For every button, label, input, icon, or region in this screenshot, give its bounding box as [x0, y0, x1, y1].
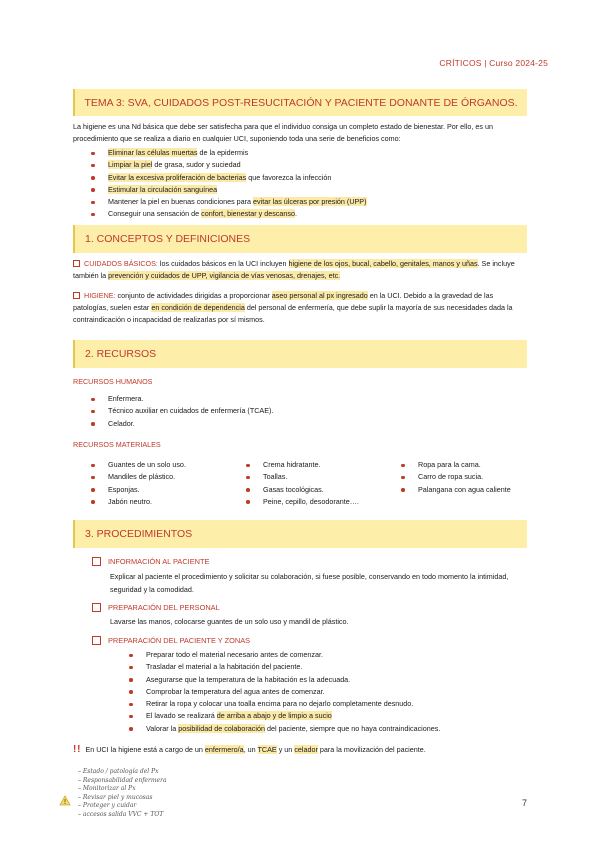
checkbox-icon	[73, 260, 80, 267]
info-paciente-text: Explicar al paciente el procedimiento y solicitar su colaboración, si fuese posible, conservando en todo momento la intimidad, seguridad y la comodidad.	[110, 572, 509, 594]
page-title: TEMA 3: SVA, CUIDADOS POST-RESUCITACIÓN Y PACIENTE DONANTE DE ÓRGANOS.	[73, 89, 527, 116]
list-item: Mantener la piel en buenas condiciones para evitar las úlceras por presión (UPP)	[90, 196, 367, 208]
handnote-line: – Revisar piel y mucosas	[78, 793, 153, 801]
list-item: Estimular la circulación sanguínea	[90, 184, 367, 196]
handnote-line: – Monitorizar al Px	[78, 785, 136, 793]
list-item: Limpiar la piel de grasa, sudor y suciedad	[90, 159, 367, 171]
page-number: 7	[521, 798, 527, 808]
list-item: Palangana con agua caliente	[400, 484, 511, 496]
info-paciente-heading: INFORMACIÓN AL PACIENTE	[92, 557, 209, 566]
handwritten-notes	[78, 768, 167, 820]
list-item: Asegurarse que la temperatura de la habitación es la adecuada.	[128, 674, 440, 686]
materiales-col-1	[90, 459, 186, 508]
handnote-line: – Responsabilidad enfermera	[78, 776, 167, 784]
preparacion-zonas-heading: PREPARACIÓN DEL PACIENTE Y ZONAS	[92, 636, 250, 645]
section-heading-procedimientos: 3. PROCEDIMIENTOS	[73, 520, 527, 548]
list-item: Trasladar el material a la habitación del paciente.	[128, 661, 440, 673]
list-item: Técnico auxiliar en cuidados de enfermería (TCAE).	[90, 405, 273, 417]
list-item: Comprobar la temperatura del agua antes de comenzar.	[128, 686, 440, 698]
zonas-list	[128, 649, 440, 735]
higiene-definition: HIGIENE: conjunto de actividades dirigidas a proporcionar aseo personal al px ingresado en la UCI. Debido a la gravedad de las patologías, suelen estar en condición de dependencia del personal de enfermería, que debe suplir la mayoría de sus necesidades dada la contraindicación o incapacidad de realizarlas por sí mismos.	[73, 291, 513, 324]
list-item: Ropa para la cama.	[400, 459, 511, 471]
list-item: El lavado se realizará de arriba a abajo y de limpio a sucio	[128, 710, 440, 722]
cuidados-basicos-definition: CUIDADOS BÁSICOS: los cuidados básicos en la UCI incluyen higiene de los ojos, bucal, cabello, genitales, manos y uñas. Se incluye también la prevención y cuidados de UPP, vigilancia de vías venosas, drenajes, etc.	[73, 259, 515, 280]
course-header: CRÍTICOS | Curso 2024-25	[439, 58, 548, 68]
list-item: Crema hidratante.	[245, 459, 359, 471]
preparacion-personal-heading: PREPARACIÓN DEL PERSONAL	[92, 603, 220, 612]
list-item: Conseguir una sensación de confort, bienestar y descanso.	[90, 208, 367, 220]
warning-triangle-icon	[59, 795, 71, 806]
list-item: Guantes de un solo uso.	[90, 459, 186, 471]
list-item: Valorar la posibilidad de colaboración del paciente, siempre que no haya contraindicaciones.	[128, 723, 440, 735]
list-item: Carro de ropa sucia.	[400, 471, 511, 483]
checkbox-icon	[92, 603, 101, 612]
list-item: Celador.	[90, 418, 273, 430]
checkbox-icon	[92, 636, 101, 645]
preparacion-personal-text: Lavarse las manos, colocarse guantes de un solo uso y mandil de plástico.	[110, 617, 349, 626]
recursos-humanos-list	[90, 393, 273, 430]
handnote-line: – Estado / patología del Px	[78, 768, 159, 775]
checkbox-icon	[73, 292, 80, 299]
recursos-humanos-label: RECURSOS HUMANOS	[73, 377, 153, 386]
list-item: Retirar la ropa y colocar una toalla encima para no dejarlo completamente desnudo.	[128, 698, 440, 710]
list-item: Evitar la excesiva proliferación de bacterias que favorezca la infección	[90, 172, 367, 184]
checkbox-icon	[92, 557, 101, 566]
section-heading-conceptos: 1. CONCEPTOS Y DEFINICIONES	[73, 225, 527, 253]
handnote-line: – accesos salida VVC + TOT	[78, 810, 164, 818]
benefits-list	[90, 147, 367, 221]
list-item: Mandiles de plástico.	[90, 471, 186, 483]
list-item: Jabón neutro.	[90, 496, 186, 508]
list-item: Gasas tocológicas.	[245, 484, 359, 496]
materiales-col-2	[245, 459, 359, 508]
list-item: Esponjas.	[90, 484, 186, 496]
list-item: Enfermera.	[90, 393, 273, 405]
intro-paragraph: La higiene es una Nd básica que debe ser satisfecha para que el individuo consiga un completo estado de bienestar. Por ello, es un procedimiento que se realiza a diario en cualquier UCI, suponiendo toda una serie de beneficios como:	[73, 122, 493, 143]
section-heading-recursos: 2. RECURSOS	[73, 340, 527, 368]
uci-staff-note: ! ! En UCI la higiene está a cargo de un enfermero/a, un TCAE y un celador para la movilización del paciente.	[73, 744, 426, 755]
handnote-line: – Proteger y cuidar	[78, 802, 137, 810]
list-item: Eliminar las células muertas de la epidermis	[90, 147, 367, 159]
recursos-materiales-label: RECURSOS MATERIALES	[73, 440, 161, 449]
materiales-col-3	[400, 459, 511, 496]
exclamation-icon: ! !	[73, 744, 80, 755]
list-item: Toallas.	[245, 471, 359, 483]
list-item: Preparar todo el material necesario antes de comenzar.	[128, 649, 440, 661]
list-item: Peine, cepillo, desodorante….	[245, 496, 359, 508]
